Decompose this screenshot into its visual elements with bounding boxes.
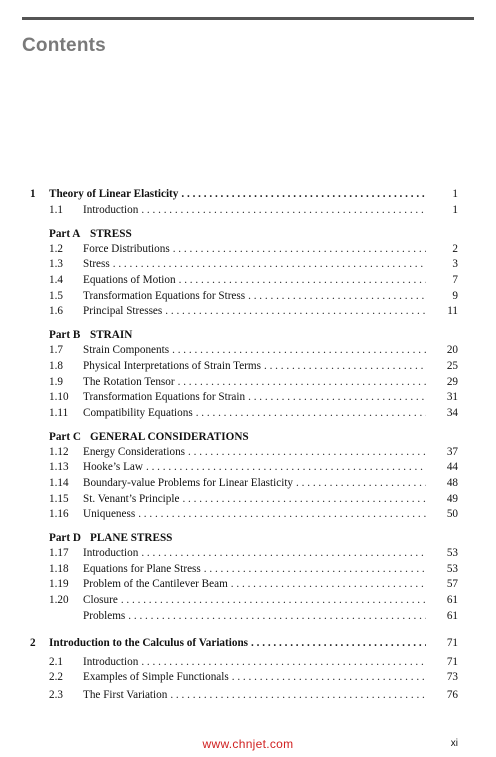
toc-part-c — [30, 431, 458, 446]
page-number: 73 — [446, 671, 458, 684]
section-title: The Rotation Tensor — [83, 375, 175, 388]
dot-leader — [121, 594, 426, 606]
toc-section-1-5[interactable] — [30, 290, 458, 306]
page-number: 25 — [446, 359, 458, 372]
dot-leader — [196, 407, 426, 419]
toc-section-1-17[interactable] — [30, 547, 458, 563]
section-title: Problems — [83, 609, 126, 622]
page-number: 1 — [452, 204, 458, 216]
section-number: 2.2 — [49, 671, 63, 684]
section-title: Introduction — [83, 204, 139, 216]
section-title: Uniqueness — [83, 508, 136, 521]
toc-section-1-12[interactable] — [30, 446, 458, 462]
page-number: 9 — [452, 289, 458, 302]
toc-section-1-18[interactable] — [30, 563, 458, 579]
page-number: 1 — [452, 188, 458, 200]
section-title: St. Venant’s Principle — [83, 492, 180, 505]
toc-section-1-15[interactable] — [30, 493, 458, 509]
page-number: 50 — [446, 508, 458, 521]
section-title: Equations for Plane Stress — [83, 562, 201, 575]
section-number: 1.17 — [49, 547, 69, 559]
section-number: 1.4 — [49, 274, 63, 287]
dot-leader — [173, 243, 426, 255]
toc-section-1-13[interactable] — [30, 461, 458, 477]
page-number: 2 — [452, 242, 458, 255]
part-title: GENERAL CONSIDERATIONS — [90, 430, 249, 443]
dot-leader — [170, 689, 426, 701]
dot-leader — [248, 290, 426, 302]
section-number: 1.15 — [49, 492, 69, 505]
section-title: Force Distributions — [83, 242, 170, 255]
page-number: 49 — [446, 492, 458, 505]
section-number: 1.8 — [49, 359, 63, 372]
page-number: 48 — [446, 476, 458, 489]
section-number: 1.9 — [49, 375, 63, 388]
dot-leader — [128, 610, 426, 622]
section-title: Strain Components — [83, 344, 170, 357]
page-number: 20 — [446, 344, 458, 357]
dot-leader — [172, 344, 426, 356]
page-number: 53 — [446, 547, 458, 559]
section-number: 1.20 — [49, 594, 69, 607]
section-number: 1.11 — [49, 406, 69, 419]
page-number: 76 — [446, 689, 458, 702]
part-label: Part A — [49, 227, 81, 240]
section-title: The First Variation — [83, 689, 168, 702]
section-title: Compatibility Equations — [83, 406, 193, 419]
dot-leader — [182, 493, 426, 505]
dot-leader — [204, 563, 426, 575]
toc-section-1-10[interactable] — [30, 391, 458, 407]
section-title: Examples of Simple Functionals — [83, 671, 229, 684]
part-label: Part D — [49, 532, 81, 544]
page-number: 61 — [446, 609, 458, 622]
chapter-gap — [30, 625, 458, 637]
page-number: 11 — [447, 305, 458, 318]
toc-section-1-20[interactable] — [30, 594, 458, 610]
section-title: Physical Interpretations of Strain Terms — [83, 359, 261, 372]
section-number: 1.6 — [49, 305, 63, 318]
dot-leader — [141, 204, 426, 216]
section-number: 1.10 — [49, 391, 69, 404]
top-rule — [22, 17, 474, 20]
chapter-title: Introduction to the Calculus of Variations — [49, 637, 249, 650]
section-title: Equations of Motion — [83, 274, 176, 287]
section-title: Problem of the Cantilever Beam — [83, 578, 228, 591]
section-number: 1.12 — [49, 445, 69, 458]
section-number: 1.18 — [49, 562, 69, 575]
chapter-number: 1 — [30, 188, 36, 200]
section-number: 1.13 — [49, 461, 69, 474]
toc-section-1-7[interactable] — [30, 344, 458, 360]
dot-leader — [179, 274, 426, 286]
dot-leader — [231, 578, 426, 590]
page-number: 3 — [452, 258, 458, 271]
toc-part-b — [30, 329, 458, 344]
part-title: STRESS — [90, 227, 132, 240]
toc-section-1-6[interactable] — [30, 305, 458, 321]
section-number: 1.3 — [49, 258, 63, 271]
section-title: Energy Considerations — [83, 445, 186, 458]
section-title: Hooke’s Law — [83, 461, 143, 474]
section-title: Principal Stresses — [83, 305, 163, 318]
section-title: Transformation Equations for Stress — [83, 289, 246, 302]
toc-section-1-19[interactable] — [30, 578, 458, 594]
toc-section-1-8[interactable] — [30, 360, 458, 376]
chapter-title: Theory of Linear Elasticity — [49, 188, 179, 200]
page-number: 7 — [452, 274, 458, 287]
part-title: PLANE STRESS — [90, 532, 173, 544]
part-label: Part C — [49, 430, 81, 443]
dot-leader — [138, 508, 426, 520]
dot-leader — [251, 637, 426, 649]
table-of-contents — [30, 188, 458, 707]
page-number: 53 — [446, 562, 458, 575]
section-title: Transformation Equations for Strain — [83, 391, 246, 404]
page-number: 57 — [446, 578, 458, 591]
toc-section-1-16[interactable] — [30, 508, 458, 524]
dot-leader — [113, 258, 426, 270]
dot-leader — [248, 391, 426, 403]
page-number: 71 — [446, 637, 458, 650]
toc-chapter-2[interactable] — [30, 637, 458, 653]
toc-section-2-2[interactable] — [30, 671, 458, 689]
toc-part-a — [30, 228, 458, 243]
dot-leader — [188, 446, 426, 458]
section-number: 2.3 — [49, 689, 63, 702]
toc-section-1-11[interactable] — [30, 407, 458, 423]
page-number: 71 — [446, 656, 458, 669]
toc-section-1-4[interactable] — [30, 274, 458, 290]
part-label: Part B — [49, 329, 81, 342]
chapter-number: 2 — [30, 637, 36, 650]
section-number: 1.19 — [49, 578, 69, 591]
page-number: 29 — [446, 375, 458, 388]
toc-section-1-9[interactable] — [30, 376, 458, 392]
section-title: Boundary-value Problems for Linear Elasticity — [83, 476, 294, 489]
dot-leader — [296, 477, 426, 489]
dot-leader — [178, 376, 426, 388]
dot-leader — [264, 360, 426, 372]
toc-problems[interactable] — [30, 610, 458, 626]
dot-leader — [232, 671, 426, 683]
page-number: 31 — [446, 391, 458, 404]
section-number: 1.2 — [49, 242, 63, 255]
toc-section-2-3[interactable] — [30, 689, 458, 707]
toc-chapter-1[interactable] — [30, 188, 458, 204]
toc-section-2-1[interactable] — [30, 653, 458, 671]
dot-leader — [141, 656, 426, 668]
section-number: 1.1 — [49, 204, 63, 216]
dot-leader — [181, 188, 426, 200]
section-title: Introduction — [83, 547, 139, 559]
section-number: 1.14 — [49, 476, 69, 489]
page-number: 34 — [446, 406, 458, 419]
folio-page-number: xi — [450, 738, 458, 749]
toc-section-1-1[interactable] — [30, 204, 458, 220]
section-title: Introduction — [83, 656, 139, 669]
page-title: Contents — [22, 35, 106, 56]
dot-leader — [141, 547, 426, 559]
section-number: 1.7 — [49, 344, 63, 357]
toc-part-d — [30, 532, 458, 547]
section-number: 1.5 — [49, 289, 63, 302]
watermark-url: www.chnjet.com — [202, 737, 294, 751]
toc-section-1-14[interactable] — [30, 477, 458, 493]
section-number: 2.1 — [49, 656, 63, 669]
page-number: 37 — [446, 445, 458, 458]
toc-section-1-3[interactable] — [30, 258, 458, 274]
page-number: 61 — [446, 594, 458, 607]
toc-section-1-2[interactable] — [30, 243, 458, 259]
part-title: STRAIN — [90, 329, 133, 342]
section-number: 1.16 — [49, 508, 69, 521]
section-title: Closure — [83, 594, 118, 607]
dot-leader — [146, 461, 426, 473]
dot-leader — [165, 305, 426, 317]
page-number: 44 — [446, 461, 458, 474]
section-title: Stress — [83, 258, 110, 271]
